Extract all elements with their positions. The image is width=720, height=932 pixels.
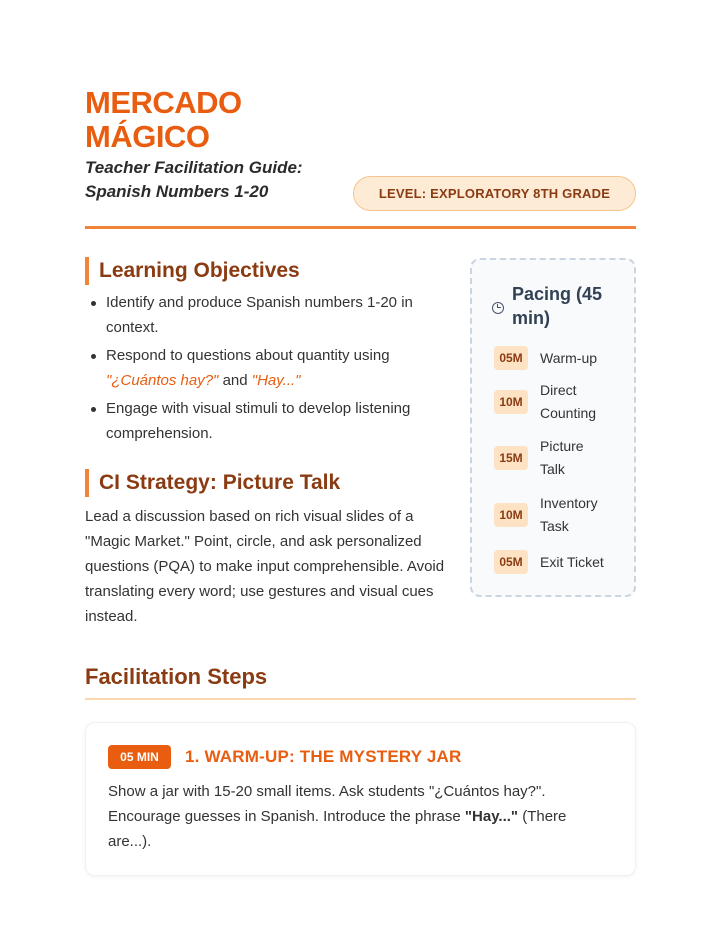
objectives-list: [85, 290, 455, 449]
objectives-heading: Learning Objectives: [85, 257, 300, 285]
pacing-label: Inventory Task: [540, 495, 598, 534]
pacing-time-badge: 10M: [494, 390, 528, 414]
step-desc-gloss: (There are...).: [108, 808, 567, 850]
objective-item: Identify and produce Spanish numbers 1-20 in context.: [85, 290, 455, 340]
clock-icon: [492, 302, 504, 314]
pacing-label: Direct Counting: [540, 382, 597, 421]
phrase-hay: "Hay...": [251, 372, 301, 389]
pacing-row-picture-talk: [494, 435, 624, 481]
subtitle-line-1: Teacher Facilitation Guide:: [85, 158, 303, 177]
objective-item: Engage with visual stimuli to develop listening comprehension.: [85, 396, 455, 446]
subtitle-line-2: Spanish Numbers 1-20: [85, 182, 269, 201]
objective-connector: and: [222, 372, 248, 389]
objective-text: Respond to questions about quantity using: [106, 347, 390, 364]
ci-strategy-heading: CI Strategy: Picture Talk: [85, 469, 340, 497]
step-title: 1. WARM-UP: THE MYSTERY JAR: [185, 747, 462, 766]
steps-divider: [85, 698, 636, 700]
facilitation-steps-heading: Facilitation Steps: [85, 664, 268, 689]
pacing-time-badge: 15M: [494, 446, 528, 470]
step-desc-text: Show a jar with 15-20 small items. Ask students "¿Cuántos hay?". Encourage guesses in Spanish. Introduce the phrase: [108, 783, 546, 825]
pacing-time-badge: 05M: [494, 550, 528, 574]
pacing-row-exit-ticket: [494, 550, 624, 574]
page-subtitle: [85, 156, 303, 204]
ci-strategy-text: Lead a discussion based on rich visual slides of a "Magic Market." Point, circle, and ask personalized questions (PQA) to make input comprehensible. Avoid translating every word; use gestures and visual cues instead.: [85, 508, 445, 625]
title-line-2: MÁGICO: [85, 119, 210, 154]
step-desc-phrase: "Hay...": [464, 808, 519, 825]
pacing-title: Pacing (45 min): [512, 284, 603, 328]
pacing-time-badge: 05M: [494, 346, 528, 370]
pacing-label: Warm-up: [540, 349, 598, 366]
level-badge: LEVEL: EXPLORATORY 8TH GRADE: [353, 176, 636, 211]
header-divider: [85, 226, 636, 229]
pacing-label: Picture Talk: [540, 438, 584, 477]
step-time-badge: 05 MIN: [108, 745, 171, 769]
page-title: [85, 86, 242, 154]
objective-item: [85, 343, 455, 393]
pacing-row-direct-counting: [494, 379, 624, 425]
pacing-label: Exit Ticket: [540, 553, 604, 570]
pacing-row-warmup: [494, 346, 624, 370]
step-description: [108, 779, 608, 854]
step-card-warmup: [85, 722, 636, 876]
pacing-time-badge: 10M: [494, 503, 528, 527]
title-line-1: MERCADO: [85, 85, 242, 120]
pacing-box: [470, 258, 636, 597]
pacing-row-inventory-task: [494, 492, 624, 538]
pacing-header: [492, 282, 622, 330]
phrase-cuantos-hay: "¿Cuántos hay?": [106, 372, 219, 389]
